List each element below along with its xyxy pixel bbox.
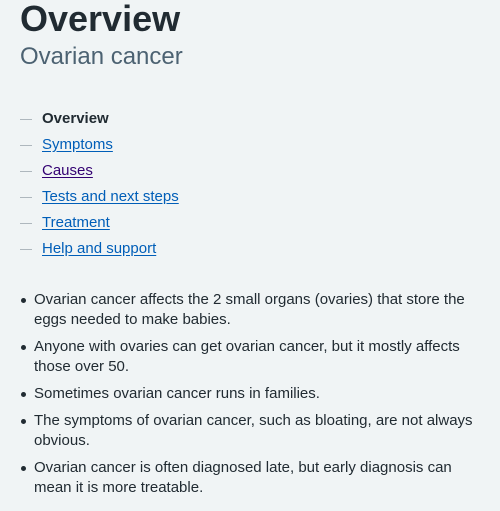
contents-item-tests-and-next-steps[interactable] (20, 184, 480, 210)
treatment-link[interactable]: Treatment (42, 214, 110, 231)
dash-icon (20, 249, 32, 250)
bullet-icon (21, 419, 26, 424)
contents-item-causes[interactable] (20, 158, 480, 184)
dash-icon (20, 119, 32, 120)
contents-list (20, 106, 480, 262)
summary-item (20, 290, 480, 330)
summary-text: Ovarian cancer affects the 2 small organs (ovaries) that store the eggs needed to make babies. (34, 291, 465, 328)
bullet-icon (21, 466, 26, 471)
bullet-icon (21, 298, 26, 303)
help-and-support-link[interactable]: Help and support (42, 240, 157, 257)
dash-icon (20, 171, 32, 172)
contents-item-symptoms[interactable] (20, 132, 480, 158)
summary-item (20, 411, 480, 451)
causes-link[interactable]: Causes (42, 162, 93, 179)
summary-item (20, 337, 480, 377)
symptoms-link[interactable]: Symptoms (42, 136, 113, 153)
bullet-icon (21, 345, 26, 350)
contents-item-help-and-support[interactable] (20, 236, 480, 262)
summary-item (20, 384, 480, 404)
contents-item-overview (20, 106, 480, 132)
tests-and-next-steps-link[interactable]: Tests and next steps (42, 188, 179, 205)
dash-icon (20, 197, 32, 198)
dash-icon (20, 223, 32, 224)
summary-text: Anyone with ovaries can get ovarian cancer, but it mostly affects those over 50. (34, 338, 460, 375)
summary-item (20, 458, 480, 498)
contents-item-treatment[interactable] (20, 210, 480, 236)
summary-text: Sometimes ovarian cancer runs in families. (34, 385, 320, 402)
page-title: Overview (20, 0, 181, 39)
dash-icon (20, 145, 32, 146)
current-page-label: Overview (42, 110, 109, 127)
summary-text: Ovarian cancer is often diagnosed late, but early diagnosis can mean it is more treatable. (34, 459, 452, 496)
bullet-icon (21, 392, 26, 397)
page-subtitle: Ovarian cancer (20, 43, 183, 70)
summary-text: The symptoms of ovarian cancer, such as bloating, are not always obvious. (34, 412, 473, 449)
summary-list (20, 290, 480, 505)
